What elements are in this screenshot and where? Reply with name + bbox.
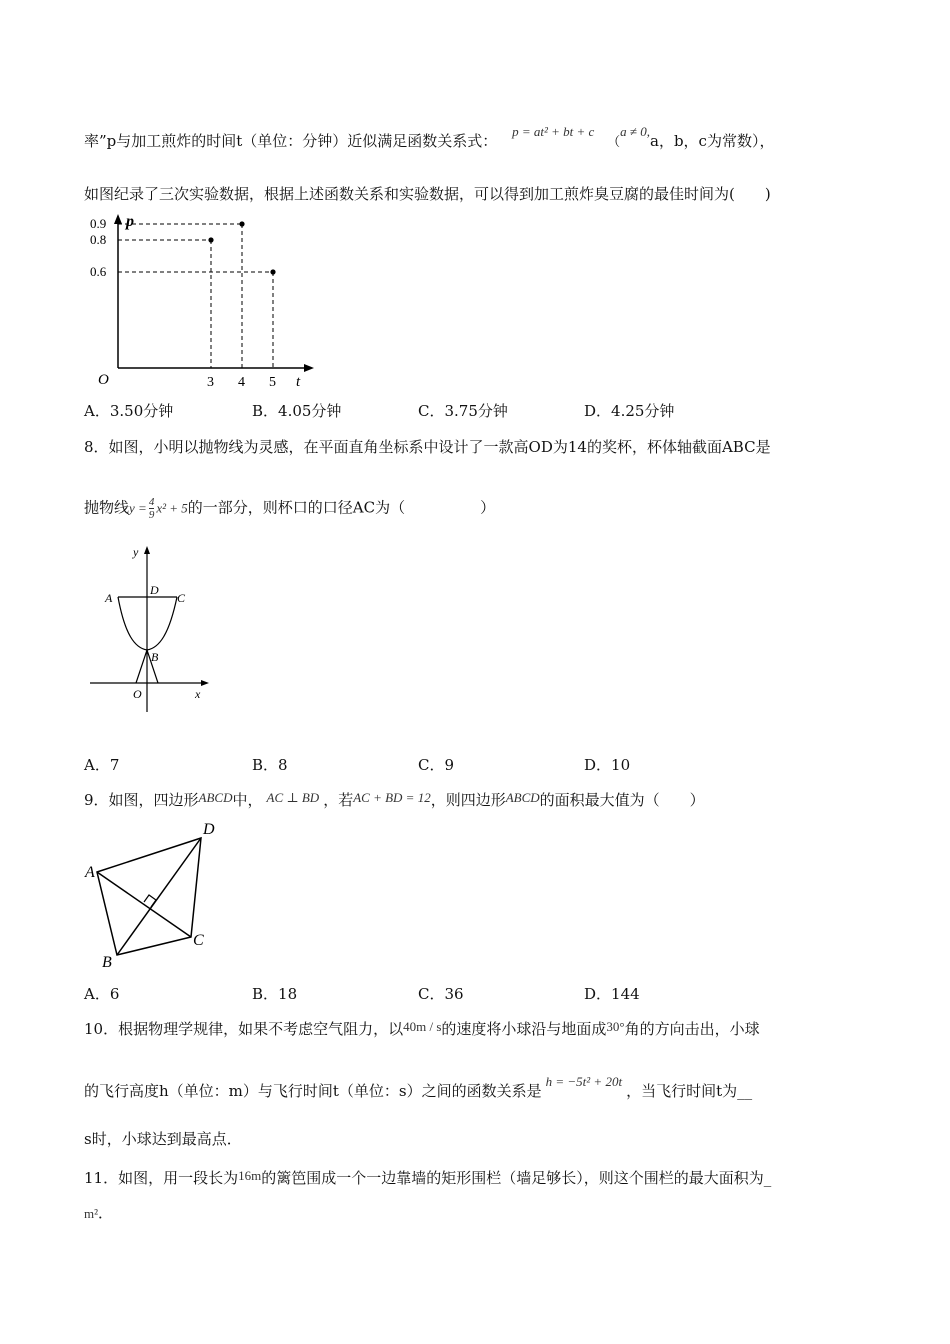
q8-label-x: x (195, 687, 201, 701)
q7-chart (90, 210, 330, 395)
q10-speed: 40m / s (403, 1019, 442, 1034)
q7-x-label: t (296, 374, 301, 390)
q8-label-y: y (133, 545, 139, 559)
q11-line1-b: 的篱笆围成一个一边靠墙的矩形围栏（墙足够长），则这个围栏的最大面积为_ (261, 1169, 772, 1187)
q8-option-c[interactable]: C．9 (418, 756, 455, 774)
q9-label-d: D (203, 821, 215, 838)
q9-math-a: ABCD (198, 790, 233, 805)
q7-origin-label: O (98, 372, 109, 388)
q8-x-arrow (201, 680, 209, 686)
q11-unit: m² (84, 1206, 99, 1221)
q8-formula-y: y = (129, 500, 147, 516)
q9-option-b[interactable]: B．18 (252, 985, 298, 1003)
q8-option-b[interactable]: B．8 (252, 756, 288, 774)
q8-option-d[interactable]: D．10 (584, 756, 631, 774)
q9-text-d: ，则四边形 (430, 791, 506, 809)
q7-x-tick: 5 (269, 375, 276, 390)
q9-quadrilateral (97, 838, 201, 955)
q8-formula-rest: x² + 5 (156, 500, 188, 516)
q9-label-a: A (85, 864, 95, 881)
q8-label-o: O (133, 687, 142, 701)
q11-length: 16m (238, 1168, 262, 1183)
q9-option-d[interactable]: D．144 (584, 985, 640, 1003)
q7-x-arrow (304, 364, 314, 372)
q9-label-c: C (193, 932, 204, 949)
q7-y-label: p (126, 213, 134, 230)
q8-line2-suffix: 的一部分，则杯口的口径AC为（ ） (187, 498, 496, 517)
q7-data-point (239, 221, 244, 226)
q7-option-c[interactable]: C．3.75分钟 (418, 402, 508, 420)
q8-fraction-num: 4 (148, 496, 155, 508)
q9-math-d: ABCD (505, 790, 540, 805)
q9-text-a: 9．如图，四边形 (84, 791, 199, 809)
q8-line2 (84, 496, 495, 521)
q8-label-d: D (150, 583, 159, 597)
q9-line1 (84, 789, 705, 810)
q10-line1-c: 角的方向击出，小球 (624, 1020, 760, 1038)
q8-line1: 8．如图，小明以抛物线为灵感，在平面直角坐标系中设计了一款高OD为14的奖杯，杯体轴截面ABC是 (84, 438, 771, 456)
q9-text-b: 中， (232, 791, 263, 809)
q9-math-b: AC ⊥ BD (266, 790, 320, 805)
q7-line1-text: 率”p与加工煎炸的时间t（单位：分钟）近似满足函数关系式： (84, 132, 498, 150)
q8-option-a[interactable]: A．7 (84, 756, 120, 774)
q8-y-arrow (144, 546, 150, 554)
q10-line1 (84, 1018, 760, 1039)
q7-formula: p = at² + bt + c (512, 124, 595, 139)
q9-diagonal-ac (97, 872, 191, 937)
q7-x-tick: 3 (207, 375, 214, 390)
q7-data-point (208, 237, 213, 242)
q10-line2 (84, 1074, 753, 1101)
q9-option-c[interactable]: C．36 (418, 985, 464, 1003)
q7-data-point (270, 269, 275, 274)
q10-line2-b: ，当飞行时间t为__ (626, 1082, 753, 1100)
q10-formula: h = −5t² + 20t (545, 1074, 623, 1089)
q10-line3: s时，小球达到最高点． (84, 1130, 242, 1148)
q9-text-e: 的面积最大值为（ ） (539, 791, 705, 809)
q11-line1 (84, 1167, 771, 1188)
q8-fraction-den: 9 (148, 509, 155, 521)
q7-x-tick: 4 (238, 375, 245, 390)
q7-option-d[interactable]: D．4.25分钟 (584, 402, 675, 420)
q10-line2-a: 的飞行高度h（单位：m）与飞行时间t（单位：s）之间的函数关系是 (84, 1082, 542, 1100)
q10-angle: 30° (606, 1019, 625, 1034)
q9-math-c: AC + BD = 12 (353, 790, 431, 805)
q7-option-a[interactable]: A．3.50分钟 (84, 402, 174, 420)
q7-y-tick: 0.9 (90, 216, 107, 231)
q8-line2-prefix: 抛物线 (84, 498, 130, 517)
q7-y-tick: 0.6 (90, 264, 107, 279)
q7-line1 (84, 124, 775, 151)
q10-line1-b: 的速度将小球沿与地面成 (441, 1020, 607, 1038)
q7-y-arrow (114, 214, 122, 224)
q8-fraction (149, 496, 155, 521)
q7-y-tick: 0.8 (90, 232, 107, 247)
q7-paren-open: （ (607, 135, 621, 150)
q8-label-a: A (105, 591, 113, 605)
q9-option-a[interactable]: A．6 (84, 985, 120, 1003)
q11-line2 (84, 1202, 113, 1223)
q9-label-b: B (102, 954, 112, 970)
q11-line1-a: 11．如图，用一段长为 (84, 1169, 239, 1187)
q11-line2-tail: ． (98, 1204, 114, 1222)
q7-line1-tail: a，b，c为常数）， (650, 132, 775, 150)
q10-line1-a: 10．根据物理学规律，如果不考虑空气阻力，以 (84, 1020, 404, 1038)
q7-condition: a ≠ 0, (620, 124, 650, 139)
q7-option-b[interactable]: B．4.05分钟 (252, 402, 342, 420)
q8-figure (85, 540, 225, 720)
q9-text-c: ，若 (323, 791, 354, 809)
q7-line2: 如图纪录了三次实验数据，根据上述函数关系和实验数据，可以得到加工煎炸臭豆腐的最佳时间为( ) (84, 185, 771, 203)
q8-label-c: C (177, 591, 186, 605)
q9-figure (80, 815, 230, 970)
q8-label-b: B (151, 650, 159, 664)
